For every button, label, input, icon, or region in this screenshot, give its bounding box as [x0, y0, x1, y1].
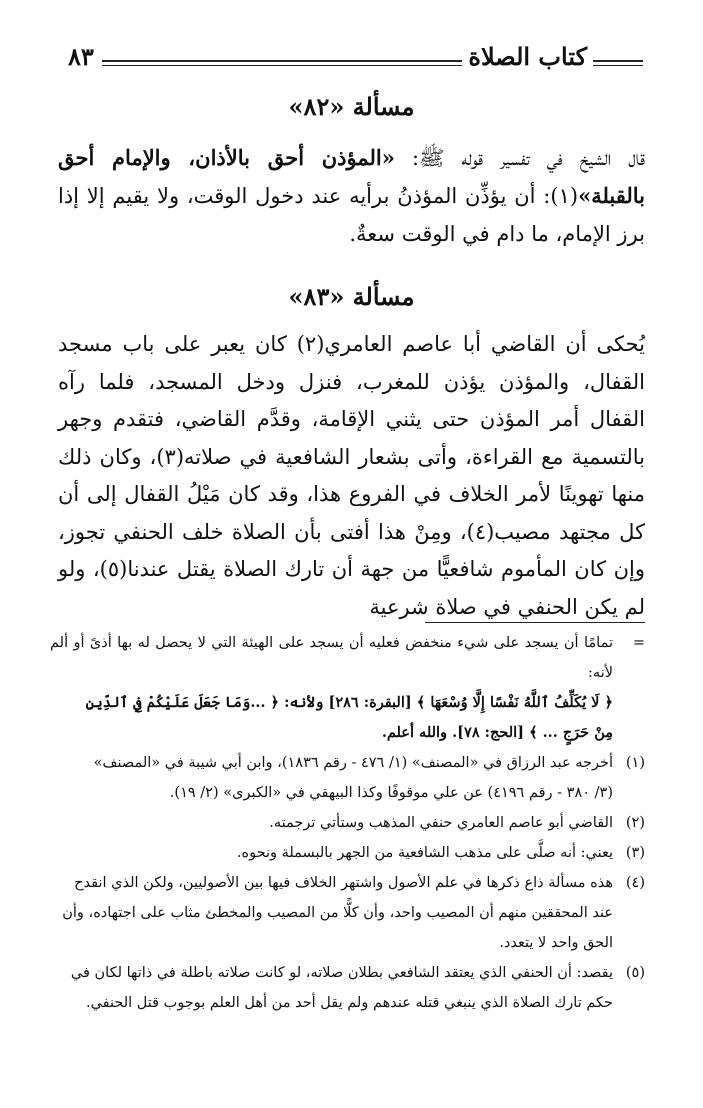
footnote-1 [50, 748, 645, 808]
footnotes [50, 628, 645, 1018]
section-83-paragraph: يُحكى أن القاضي أبا عاصم العامري(٢) كان يعبر على باب مسجد القفال، والمؤذن يؤذن للمغرب، فنزل ودخل المسجد، فلما رآه القفال أمر المؤذن حتى يثني الإقامة، وقدَّم القاضي، فتقدم وجهر بالتسمية مع القراءة، وأتى بشعار الشافعية في صلاته(٣)، وكان ذلك منها تهوينًا لأمر الخلاف في الفروع هذا، وقد كان مَيْلُ القفال إلى أن كل مجتهد مصيب(٤)، ومِنْ هذا أفتى بأن الصلاة خلف الحنفي تجوز، وإن كان المأموم شافعيًّا من جهة أن تارك الصلاة يقتل عندنا(٥)، ولو لم يكن الحنفي في صلاة شرعية [58, 332, 646, 619]
footnote-line: الحق واحد لا يتعدد. [499, 935, 613, 951]
footnote-line: مِنْ حَرَجٍ ... ﴾ [الحج: ٧٨]. والله أعلم. [381, 724, 613, 741]
footnote-marker: = [632, 635, 645, 651]
footnote-4 [50, 868, 645, 958]
footnote-line: يقصد: أن الحنفي الذي يعتقد الشافعي بطلان صلاته، لو كانت صلاته باطلة في ذاتها لكان في [70, 965, 613, 981]
footnote-5 [50, 958, 645, 1018]
footnote-line: هذه مسألة ذاع ذكرها في علم الأصول واشتهر الخلاف فيها بين الأصوليين، ولكن الذي انقدح [74, 875, 613, 891]
footnote-line: (٣/ ٣٨٠ - رقم ٤١٩٦) عن علي موقوفًا وكذا البيهقي في «الكبرى» (٢/ ١٩). [169, 785, 613, 801]
footnote-line: عند المحققين منهم أن المصيب واحد، وأن كلًّا من المصيب والمخطئ مثاب على اجتهاده، وأن [62, 905, 613, 921]
paragraph-rest: (١): أن يؤذِّن المؤذنُ برأيه عند دخول الوقت، ولا يقيم إلا إذا برز الإمام، ما دام في الوقت سعةٌ. [58, 184, 645, 246]
footnote-line: يعني: أنه صلَّى على مذهب الشافعية من الجهر بالبسملة ونحوه. [236, 845, 613, 861]
footnote-2 [50, 808, 645, 838]
footnote-line: تمامًا أن يسجد على شيء منخفض فعليه أن يسجد على الهيئة التي لا يحصل له بها أذىً أو ألم لأنه: [50, 635, 613, 681]
footnote-line: حكم تارك الصلاة الذي ينبغي قتله عندهم ولم يقل أحد من أهل العلم بوجوب قتل الحنفي. [85, 995, 613, 1011]
footnote-marker: (٣) [625, 845, 645, 861]
footnote-3 [50, 838, 645, 868]
section-heading-83: مسألة «٨٣» [288, 282, 415, 311]
footnote-marker: (٥) [625, 965, 645, 981]
footnote-line: القاضي أبو عاصم العامري حنفي المذهب وستأتي ترجمته. [269, 815, 613, 831]
section-82-paragraph [58, 139, 645, 253]
footnote-marker: (٤) [625, 875, 645, 891]
footnote-marker: (١) [625, 755, 645, 771]
book-title: كتاب الصلاة [462, 42, 593, 71]
paragraph-lead: قال الشيخ في تفسير قوله ﷺ: [394, 146, 645, 170]
footnote-line: أخرجه عبد الرزاق في «المصنف» (١/ ٤٧٦ - رقم ١٨٣٦)، وابن أبي شيبة في «المصنف» [93, 755, 613, 771]
running-header [60, 40, 643, 80]
footnote-marker: (٢) [625, 815, 645, 831]
footnote-separator [425, 622, 645, 623]
footnote-continuation [50, 628, 645, 748]
footnote-line: ﴿ لَا يُكَلِّفُ ٱللَّهُ نَفْسًا إِلَّا وُسْعَهَا ﴾ [البقرة: ٢٨٦] ولأنه: ﴿ ...وَمَا جَعَلَ عَلَيْكُمْ فِي ٱلدِّينِ [85, 694, 613, 711]
hadith-quote: «المؤذن أحق بالأذان، والإمام أحق بالقبلة» [58, 145, 645, 208]
section-heading-82: مسألة «٨٢» [288, 92, 415, 121]
page-number: ٨٣ [60, 42, 102, 71]
